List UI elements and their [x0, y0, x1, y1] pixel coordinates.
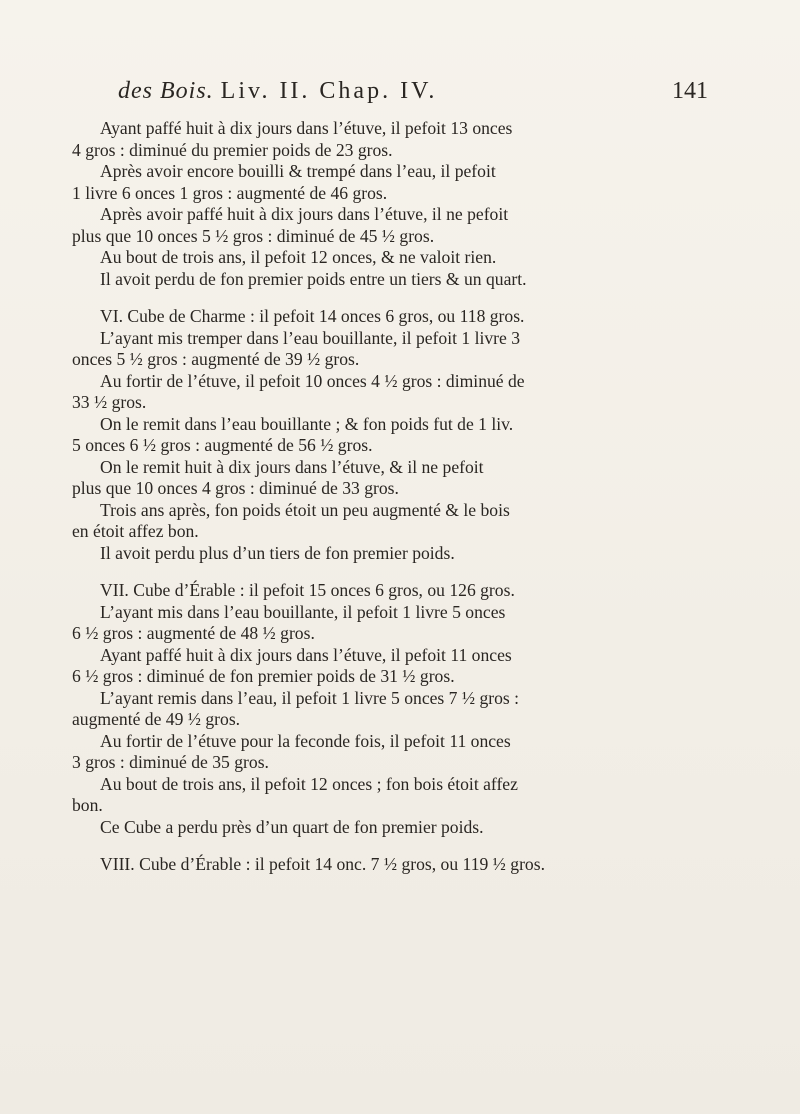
- text-line: onces 5 ½ gros : augmenté de 39 ½ gros.: [72, 349, 360, 369]
- text-line: L’ayant mis tremper dans l’eau bouillante, il pefoit 1 livre 3: [100, 327, 521, 348]
- text-line: On le remit dans l’eau bouillante ; & fon poids fut de 1 liv.: [100, 413, 514, 434]
- text-line: On le remit huit à dix jours dans l’étuve, & il ne pefoit: [100, 456, 484, 477]
- text-line: Il avoit perdu de fon premier poids entre un tiers & un quart.: [100, 268, 527, 289]
- section-heading-viii: VIII. Cube d’Érable : il pefoit 14 onc. 7 ½ gros, ou 119 ½ gros.: [100, 854, 545, 874]
- text-line: Au fortir de l’étuve, il pefoit 10 onces 4 ½ gros : diminué de: [100, 370, 525, 391]
- text-line: Il avoit perdu plus d’un tiers de fon premier poids.: [100, 542, 455, 563]
- text-line: Après avoir encore bouilli & trempé dans l’eau, il pefoit: [100, 161, 496, 181]
- text-line: Après avoir paffé huit à dix jours dans l’étuve, il ne pefoit: [100, 204, 509, 224]
- text-line: Ce Cube a perdu près d’un quart de fon premier poids.: [100, 816, 484, 837]
- text-line: 4 gros : diminué du premier poids de 23 gros.: [72, 139, 393, 160]
- text-line: 3 gros : diminué de 35 gros.: [72, 752, 269, 772]
- text-line: Ayant paffé huit à dix jours dans l’étuve, il pefoit 13 onces: [100, 118, 513, 138]
- section-heading-vii: VII. Cube d’Érable : il pefoit 15 onces 6 gros, ou 126 gros.: [100, 580, 515, 600]
- text-line: augmenté de 49 ½ gros.: [72, 709, 241, 729]
- text-line: plus que 10 onces 5 ½ gros : diminué de 45 ½ gros.: [72, 225, 435, 246]
- running-title-text: des Bois.: [118, 78, 214, 104]
- chapter-label: Liv. II. Chap. IV.: [220, 78, 438, 104]
- text-line: Au bout de trois ans, il pefoit 12 onces ; fon bois étoit affez: [100, 773, 518, 794]
- text-line: Au bout de trois ans, il pefoit 12 onces, & ne valoit rien.: [100, 247, 497, 267]
- running-title: [118, 78, 437, 105]
- text-line: 33 ½ gros.: [72, 392, 147, 412]
- text-line: L’ayant remis dans l’eau, il pefoit 1 livre 5 onces 7 ½ gros :: [100, 687, 520, 708]
- text-line: 6 ½ gros : diminué de fon premier poids de 31 ½ gros.: [72, 666, 455, 686]
- text-line: L’ayant mis dans l’eau bouillante, il pefoit 1 livre 5 onces: [100, 601, 506, 622]
- text-line: Ayant paffé huit à dix jours dans l’étuve, il pefoit 11 onces: [100, 644, 512, 665]
- text-line: en étoit affez bon.: [72, 521, 199, 541]
- text-line: 6 ½ gros : augmenté de 48 ½ gros.: [72, 623, 315, 643]
- text-line: 5 onces 6 ½ gros : augmenté de 56 ½ gros.: [72, 435, 373, 455]
- text-line: bon.: [72, 795, 103, 815]
- section-heading-vi: VI. Cube de Charme : il pefoit 14 onces 6 gros, ou 118 gros.: [100, 306, 525, 326]
- page-number: 141: [672, 78, 708, 104]
- body-text: [72, 118, 712, 876]
- text-line: plus que 10 onces 4 gros : diminué de 33 gros.: [72, 478, 399, 498]
- text-line: Au fortir de l’étuve pour la feconde fois, il pefoit 11 onces: [100, 730, 511, 751]
- text-line: 1 livre 6 onces 1 gros : augmenté de 46 gros.: [72, 182, 388, 203]
- text-line: Trois ans après, fon poids étoit un peu augmenté & le bois: [100, 499, 510, 520]
- running-header: [118, 78, 708, 105]
